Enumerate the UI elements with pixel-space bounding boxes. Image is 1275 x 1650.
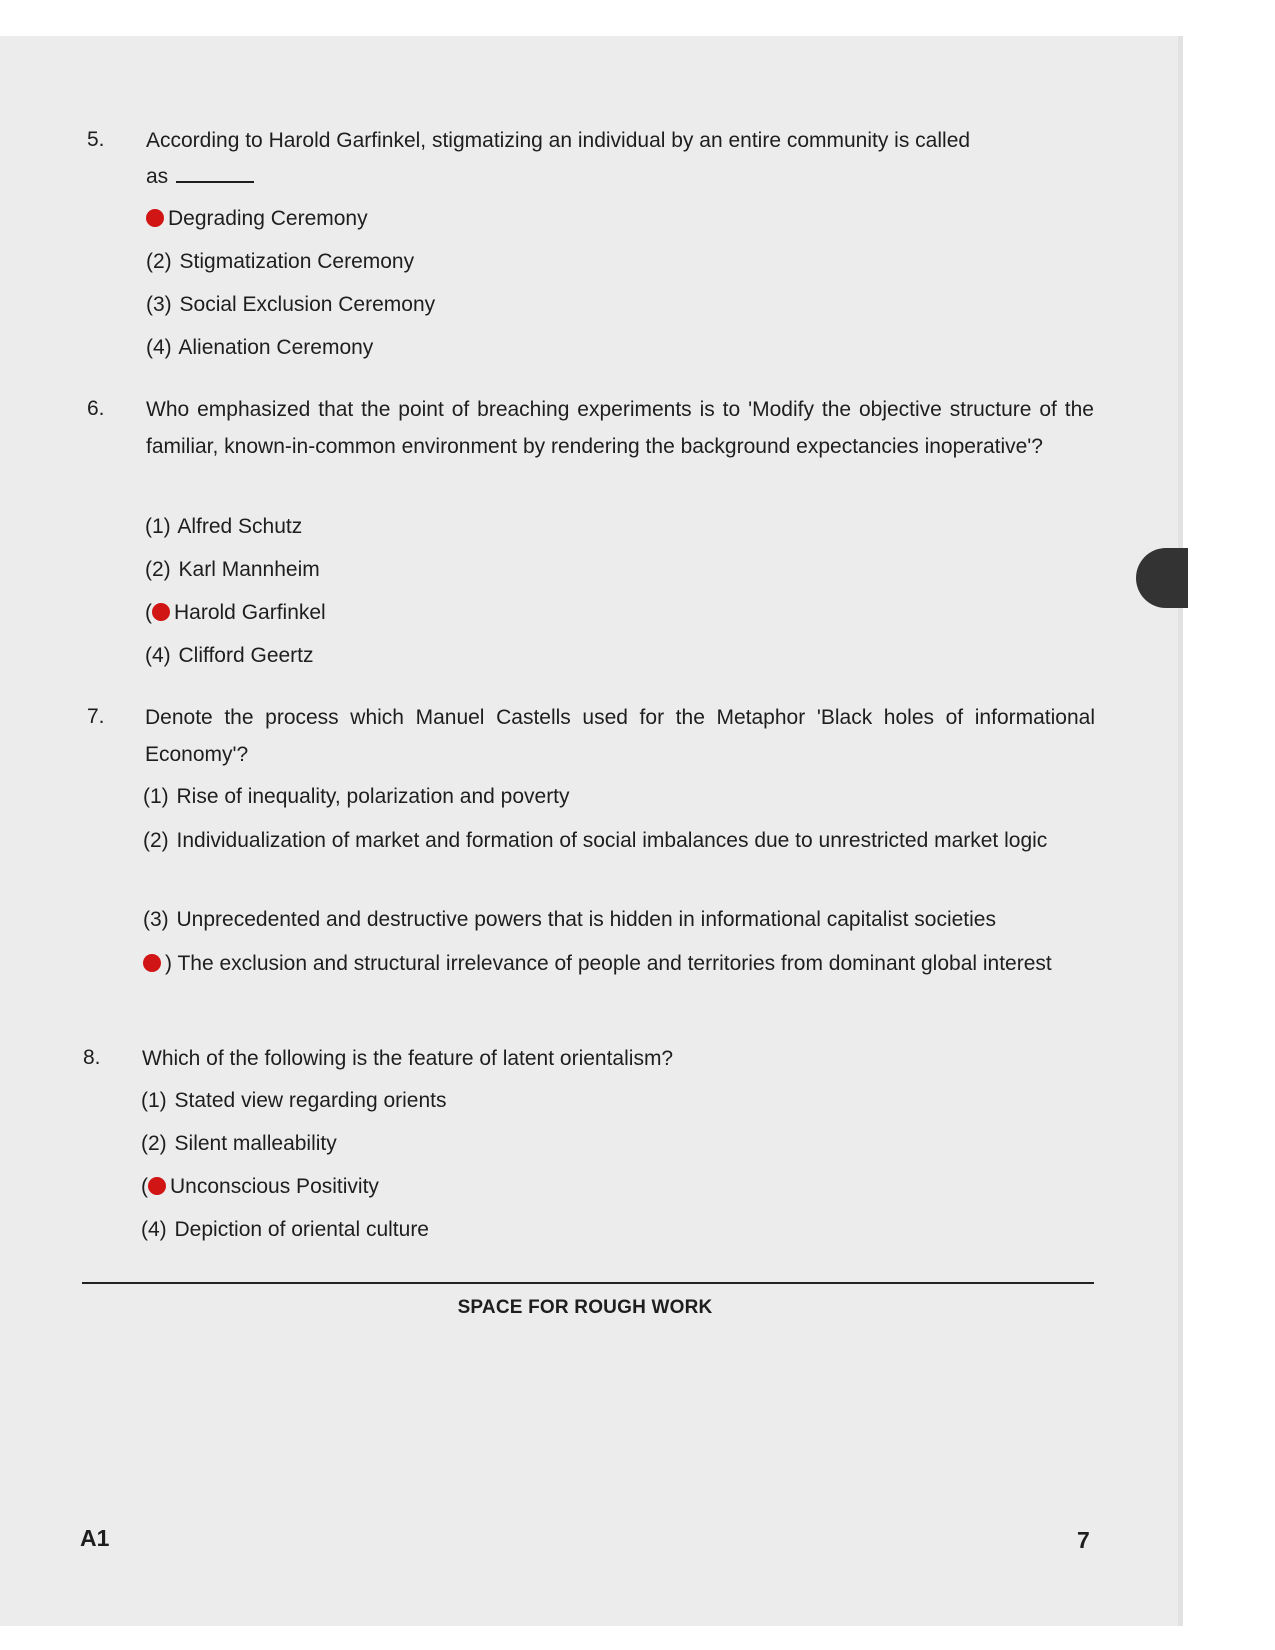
- page-tab-marker: [1136, 548, 1188, 608]
- option-text: Karl Mannheim: [178, 558, 320, 581]
- question-8-option-3[interactable]: [141, 1175, 379, 1199]
- option-text: Social Exclusion Ceremony: [179, 293, 436, 316]
- option-number: (2): [146, 250, 172, 273]
- question-7-option-1[interactable]: [143, 785, 570, 809]
- question-7-option-2[interactable]: [143, 822, 1095, 859]
- option-number: (2): [143, 829, 169, 852]
- option-number: (1): [143, 785, 169, 808]
- question-6-option-3[interactable]: [145, 601, 326, 625]
- option-number: (4): [146, 336, 172, 359]
- option-number: (: [141, 1175, 148, 1198]
- option-number: (3): [143, 908, 169, 931]
- question-6-option-4[interactable]: [145, 644, 314, 668]
- option-number: (3): [146, 293, 172, 316]
- question-8-option-1[interactable]: [141, 1089, 447, 1113]
- answer-mark-icon: [146, 209, 164, 227]
- page-edge: [1178, 36, 1183, 1626]
- option-text: Alfred Schutz: [177, 515, 303, 538]
- answer-mark-icon: [143, 954, 161, 972]
- option-number: (: [145, 601, 152, 624]
- question-5-option-4[interactable]: [146, 336, 373, 360]
- option-text: Clifford Geertz: [178, 644, 314, 667]
- option-number: (4): [141, 1218, 167, 1241]
- option-text: Stigmatization Ceremony: [179, 250, 415, 273]
- option-text: Alienation Ceremony: [178, 336, 374, 359]
- page-number: 7: [1077, 1527, 1090, 1553]
- question-5-option-3[interactable]: [146, 293, 435, 317]
- question-5-stem-tail: [146, 165, 254, 189]
- booklet-code: A1: [80, 1525, 110, 1551]
- question-8-number: 8.: [83, 1046, 101, 1069]
- question-5-option-2[interactable]: [146, 250, 414, 274]
- option-text: Harold Garfinkel: [174, 601, 326, 624]
- option-text: Stated view regarding orients: [174, 1089, 447, 1112]
- question-8-option-2[interactable]: [141, 1132, 337, 1156]
- option-number: (2): [145, 558, 171, 581]
- question-6-option-2[interactable]: [145, 558, 320, 582]
- rough-work-divider: [82, 1282, 1094, 1284]
- question-7-option-4[interactable]: ) The exclusion and structural irrelevance of people and territories from dominant global interest: [143, 945, 1095, 982]
- option-text: The exclusion and structural irrelevance of people and territories from dominant global interest: [177, 952, 1052, 975]
- question-8-stem: Which of the following is the feature of latent orientalism?: [142, 1047, 674, 1070]
- question-7-stem: Denote the process which Manuel Castells used for the Metaphor 'Black holes of informational Economy'?: [145, 706, 1095, 766]
- option-text: Degrading Ceremony: [168, 207, 368, 230]
- answer-mark-icon: [152, 603, 170, 621]
- rough-work-label: SPACE FOR ROUGH WORK: [457, 1297, 713, 1318]
- option-text: Rise of inequality, polarization and poverty: [176, 785, 570, 808]
- option-number: (1): [145, 515, 171, 538]
- question-8-option-4[interactable]: [141, 1218, 429, 1242]
- option-text: Unprecedented and destructive powers that is hidden in informational capitalist societies: [176, 908, 996, 931]
- question-6-stem: Who emphasized that the point of breaching experiments is to 'Modify the objective structure of the familiar, known-in-common environment by rendering the background expectancies inoperative'?: [146, 398, 1094, 458]
- question-5-option-1[interactable]: [146, 207, 368, 231]
- option-text: Depiction of oriental culture: [174, 1218, 429, 1241]
- question-5-stem-tail-text: as: [146, 165, 169, 188]
- answer-mark-icon: [148, 1177, 166, 1195]
- question-7-option-3[interactable]: [143, 908, 996, 932]
- question-6-number: 6.: [87, 397, 105, 420]
- option-number: (2): [141, 1132, 167, 1155]
- option-text: Individualization of market and formation of social imbalances due to unrestricted market logic: [176, 829, 1048, 852]
- answer-blank: [176, 181, 254, 183]
- question-5-number: 5.: [87, 128, 105, 151]
- option-text: Silent malleability: [174, 1132, 337, 1155]
- question-6-option-1[interactable]: [145, 515, 302, 539]
- question-7-number: 7.: [87, 705, 105, 728]
- question-5-stem: According to Harold Garfinkel, stigmatizing an individual by an entire community is called: [146, 129, 971, 152]
- option-number: (1): [141, 1089, 167, 1112]
- option-text: Unconscious Positivity: [170, 1175, 379, 1198]
- option-number: (4): [145, 644, 171, 667]
